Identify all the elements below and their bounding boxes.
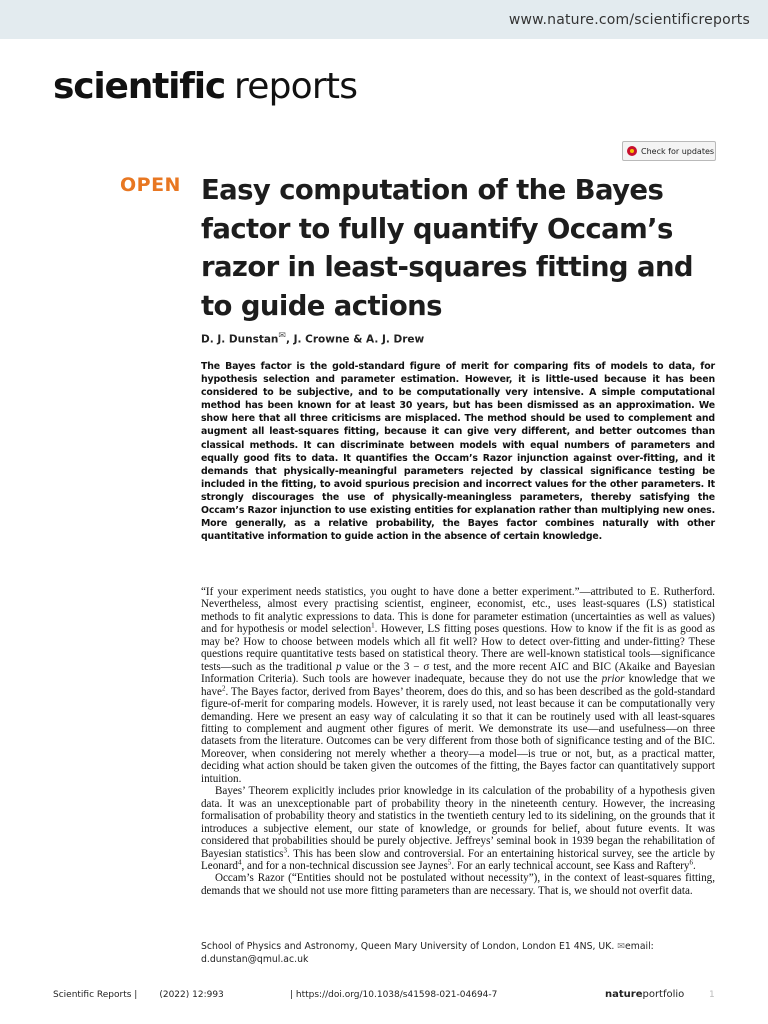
page-number: 1	[709, 990, 715, 1000]
article-title: Easy computation of the Bayes factor to fully quantify Occam’s razor in least-squares fitting and to guide actions	[201, 174, 694, 322]
text-run: . For an early technical account, see Kass and Raftery	[451, 859, 690, 872]
footer-journal: Scientific Reports |	[53, 990, 138, 1000]
text-run: , and for a non-technical discussion see Jaynes	[241, 859, 448, 872]
journal-name-bold: scientific	[53, 66, 226, 107]
crossmark-icon	[627, 146, 637, 156]
reference-link[interactable]: 3	[283, 845, 287, 854]
text-run: . This has been slow and controversial. For an entertaining historical survey, see the article by Leonard	[201, 847, 715, 872]
publisher-logo	[605, 989, 684, 1000]
affiliation	[201, 940, 717, 966]
text-run: Bayes’ Theorem explicitly includes prior knowledge in its calculation of the probability of a hypothesis given data. It was an unexceptionable part of probability theory in the nineteenth century. However, the increasing formalisation of probability theory and statistics in the twentieth century led to its sidelining, on the grounds that it introduces a subjective element, our state of knowledge, or grounds for belief, about future events. It was considered that probabilities should be purely objective. Jeffreys’ seminal book in 1939 began the rehabilitation of Bayesian statistics	[201, 785, 715, 860]
reference-link[interactable]: 6	[689, 858, 693, 867]
check-for-updates-label: Check for updates	[641, 146, 715, 156]
journal-url-link[interactable]: www.nature.com/scientificreports	[508, 12, 750, 28]
article-body	[201, 586, 715, 897]
publisher-light: portfolio	[642, 989, 685, 1000]
italic-text: p	[336, 660, 342, 673]
text-run: . The Bayes factor, derived from Bayes’ theorem, does do this, and so has been described as the gold-standard figure-of-merit for comparing models. However, it is rarely used, not least because it can be computationally very demanding. Here we present an easy way of calculating it so that it can be routinely used with all least-squares fitting to complement and augment other figures of merit. We demonstrate its use—and usefulness—on three datasets from the literature. Outcomes can be very different from those both of significance testing and of the BIC. Moreover, when considering not merely whether a theory—a model—is true or not, but, as a practical matter, deciding what action should be taken given the outcomes of the fitting, the Bayes factor can quantitatively support intuition.	[201, 685, 715, 785]
journal-logo	[53, 66, 357, 107]
reference-link[interactable]: 2	[221, 683, 226, 692]
abstract: The Bayes factor is the gold-standard figure of merit for comparing fits of models to data, for hypothesis selection and parameter estimation. However, it is little-used because it has been considered to be subjective, and to be computationally very intensive. A simple computational method has been known for at least 30 years, but has been dismissed as an approximation. We show here that all three criticisms are misplaced. The method should be used to complement and augment all least-squares fitting, because it can give very different, and better outcomes than classical methods. It can discriminate between models with equal numbers of parameters and equally good fits to data. It quantifies the Occam’s Razor injunction against over-fitting, and it demands that physically-meaningful parameters rejected by classical significance testing be included in the fitting, to avoid spurious precision and incorrect values for the other parameters. It strongly discourages the use of physically-meaningless parameters, thereby satisfying the Occam’s Razor injunction to use existing entities for explanation rather than multiplying new ones. More generally, as a relative probability, the Bayes factor combines naturally with other quantitative information to guide action in the absence of certain knowledge.	[201, 361, 715, 543]
text-run: .	[692, 859, 696, 872]
reference-link[interactable]: 4	[237, 858, 242, 867]
top-banner	[0, 0, 768, 39]
page-footer	[53, 990, 717, 1004]
text-run: value or the 3 − σ test, and the more recent AIC and BIC (Akaike and Bayesian Information Criteria). Such tools are however inadequate, because they do not use the	[201, 660, 715, 686]
reference-link[interactable]: 1	[371, 621, 375, 630]
affiliation-text: School of Physics and Astronomy, Queen Mary University of London, London E1 4NS, UK.	[201, 941, 618, 952]
body-paragraph-2	[201, 785, 715, 872]
author-email-link[interactable]: email: d.dunstan@qmul.ac.uk	[201, 941, 654, 965]
footer-doi-link[interactable]: | https://doi.org/10.1038/s41598-021-04694-7	[290, 990, 498, 1000]
publisher-bold: nature	[605, 989, 643, 1000]
open-access-label: OPEN	[120, 174, 181, 196]
text-run: . However, LS fitting poses questions. How to know if the fit is as good as may be? How to choose between models which all fit well? How to detect over-fitting and under-fitting? These questions require quantitative tests based on statistical theory. There are well-known statistical tools—significance tests—such as the traditional	[201, 623, 715, 673]
body-paragraph-1	[201, 586, 715, 785]
journal-name-light: reports	[234, 66, 358, 107]
author-rest[interactable]: , J. Crowne & A. J. Drew	[285, 333, 425, 346]
text-run: knowledge that we have	[201, 673, 716, 698]
envelope-icon[interactable]: ✉	[278, 331, 286, 341]
text-run: “If your experiment needs statistics, you ought to have done a better experiment.”—attributed to E. Rutherford. Nevertheless, almost every practising scientist, engineer, economist, etc., uses least-squares (LS) statistical methods to fit analytic expressions to data. This is done for parameter estimation (uncertainties as well as values) and for hypothesis or model selection	[201, 586, 715, 636]
italic-text: prior	[601, 673, 625, 686]
check-for-updates-button[interactable]	[622, 141, 716, 161]
footer-citation	[53, 990, 224, 1000]
author-list	[201, 331, 424, 346]
body-paragraph-3: Occam’s Razor (“Entities should not be postulated without necessity”), in the context of least-squares fitting, demands that we should not use more fitting parameters than are necessary. That is, we should not overfit data.	[201, 872, 715, 897]
footer-volume: (2022) 12:993	[159, 990, 224, 1000]
reference-link[interactable]: 5	[447, 858, 452, 867]
email-icon: ✉	[617, 941, 626, 952]
author-first[interactable]: D. J. Dunstan	[201, 333, 279, 346]
